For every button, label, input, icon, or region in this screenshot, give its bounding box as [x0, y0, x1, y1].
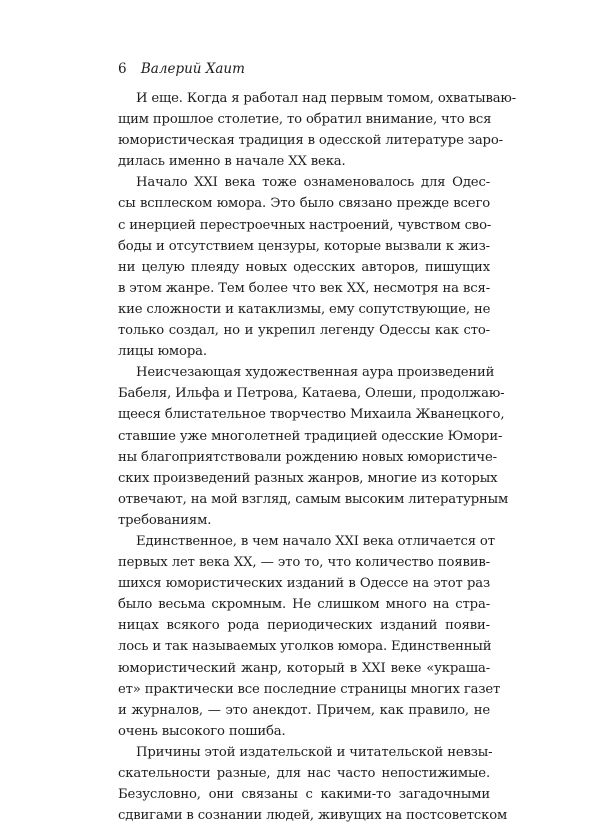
text-line: требованиям. — [118, 512, 212, 528]
text-line: только создал, но и укрепил легенду Одессы как сто- — [118, 323, 490, 339]
text-line: отвечают, на мой взгляд, самым высоким литературным — [118, 491, 509, 507]
text-line: дилась именно в начале ХХ века. — [118, 154, 346, 170]
text-line: шихся юмористических изданий в Одессе на этот раз — [118, 576, 490, 592]
text-line: сдвигами в сознании людей, живущих на постсоветском — [118, 808, 508, 824]
text-line: ницах всякого рода периодических изданий появи- — [118, 618, 490, 634]
text-line: Причины этой издательской и читательской невзы- — [136, 744, 493, 760]
text-line: и журналов, — это анекдот. Причем, как правило, не — [118, 702, 490, 718]
text-line: очень высокого пошиба. — [118, 723, 286, 739]
text-line: ских произведений разных жанров, многие из которых — [118, 470, 498, 486]
text-line: ни целую плеяду новых одесских авторов, пишущих — [118, 259, 490, 275]
paragraph — [118, 531, 501, 742]
text-line: ставшие уже многолетней традицией одесские Юмори- — [118, 428, 503, 444]
paragraph — [118, 88, 517, 172]
text-line: щим прошлое столетие, то обратил внимание, что вся — [118, 112, 492, 128]
text-line: Начало XXI века тоже ознаменовалось для Одес- — [136, 175, 490, 191]
text-line: Неисчезающая художественная аура произведений — [136, 365, 495, 381]
text-line: сы всплеском юмора. Это было связано прежде всего — [118, 196, 490, 212]
text-line: первых лет века ХХ, — это то, что количество появив- — [118, 555, 490, 571]
text-line: ны благоприятствовали рождению новых юмористиче- — [118, 449, 497, 465]
text-line: Единственное, в чем начало XXI века отличается от — [136, 533, 495, 549]
paragraph — [118, 742, 508, 826]
text-line: с инерцией перестроечных настроений, чувством сво- — [118, 217, 492, 233]
text-line: лицы юмора. — [118, 344, 207, 360]
text-line: юмористический жанр, который в XXI веке «украша- — [118, 660, 490, 676]
page-number: 6 — [118, 61, 127, 77]
text-line: щееся блистательное творчество Михаила Жванецкого, — [118, 407, 505, 423]
text-line: И еще. Когда я работал над первым томом, охватываю- — [136, 91, 517, 106]
paragraph — [118, 172, 490, 362]
text-line: кие сложности и катаклизмы, ему сопутствующие, не — [118, 301, 491, 317]
running-head-author: Валерий Хаит — [140, 61, 245, 77]
text-line: юмористическая традиция в одесской литературе заро- — [118, 133, 503, 149]
text-line: Безусловно, они связаны с какими-то загадочными — [118, 787, 490, 803]
text-line: скательности разные, для нас часто непостижимые. — [118, 766, 490, 781]
text-line: в этом жанре. Тем более что век ХХ, несмотря на вся- — [118, 280, 490, 296]
text-line: было весьма скромным. Не слишком много на стра- — [118, 597, 490, 613]
text-line: Бабеля, Ильфа и Петрова, Катаева, Олеши, продолжаю- — [118, 386, 505, 402]
text-line: лось и так называемых уголков юмора. Единственный — [118, 639, 492, 655]
text-line: боды и отсутствием цензуры, которые вызвали к жиз- — [118, 238, 490, 254]
running-head — [118, 60, 245, 78]
paragraph — [118, 362, 509, 531]
body-text — [118, 88, 517, 826]
text-line: ет» практически все последние страницы многих газет — [118, 681, 501, 697]
